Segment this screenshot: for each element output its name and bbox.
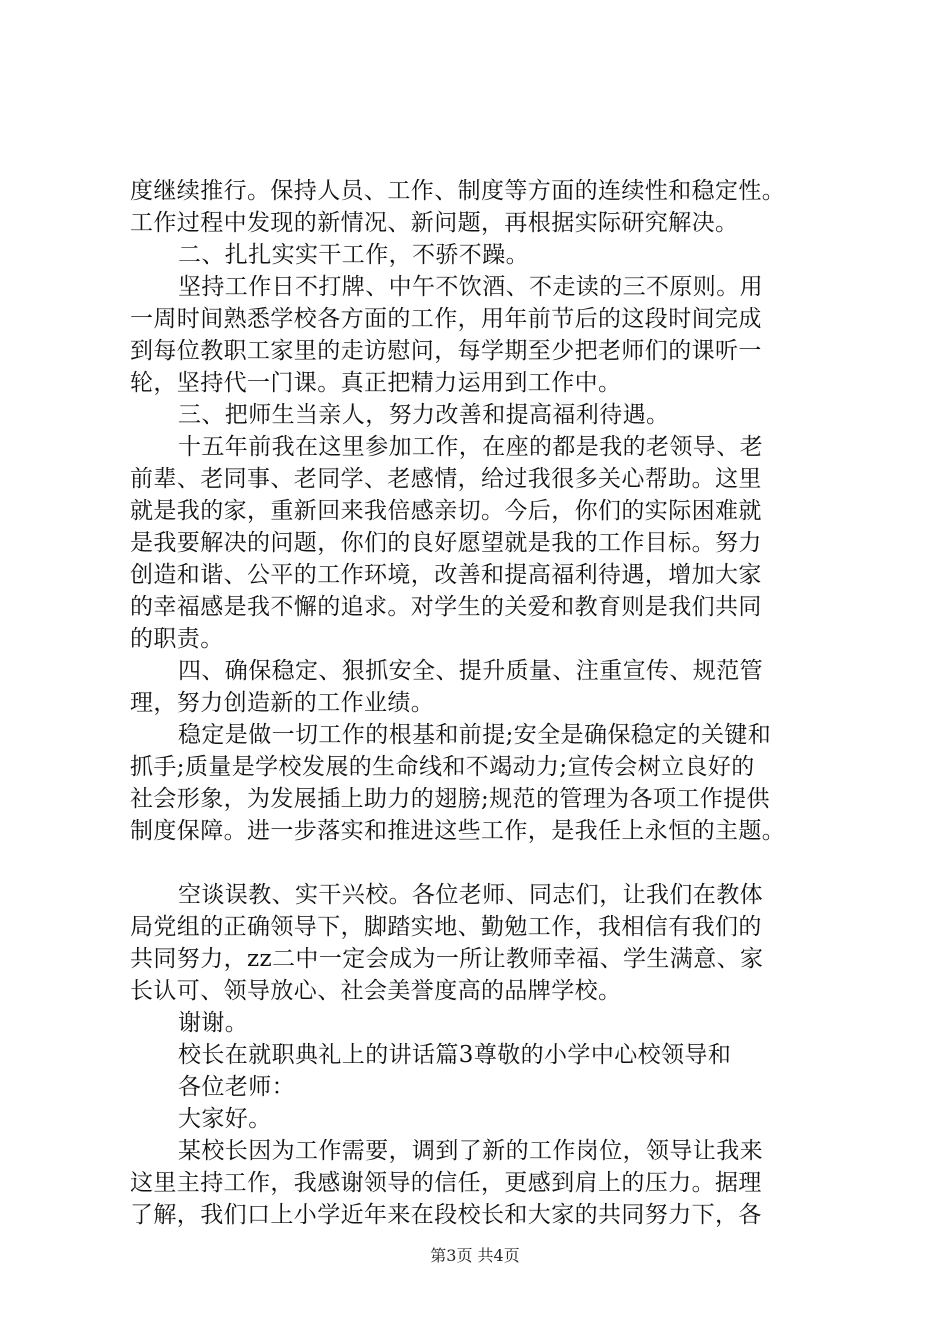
text-line: 坚持工作日不打牌、中午不饮酒、不走读的三不原则。用 (178, 274, 763, 300)
text-line: 工作过程中发现的新情况、新问题，再根据实际研究解决。 (130, 210, 739, 236)
text-line: 前辈、老同事、老同学、老感情，给过我很多关心帮助。这里 (130, 466, 762, 492)
paragraph-gap (130, 847, 840, 879)
text-line: 的幸福感是我不懈的追求。对学生的关爱和教育则是我们共同 (130, 594, 762, 620)
text-line: 各位老师： (178, 1074, 295, 1100)
section-heading-4: 四、确保稳定、狠抓安全、提升质量、注重宣传、规范管 (178, 658, 763, 684)
text-line: 某校长因为工作需要，调到了新的工作岗位，领导让我来 (178, 1138, 763, 1164)
text-line: 空谈误教、实干兴校。各位老师、同志们，让我们在教体 (178, 882, 763, 908)
text-line: 大家好。 (178, 1106, 272, 1132)
text-line: 谢谢。 (178, 1010, 249, 1036)
text-line: 就是我的家，重新回来我倍感亲切。今后，你们的实际困难就 (130, 498, 762, 524)
text-line: 这里主持工作，我感谢领导的信任，更感到肩上的压力。据理 (130, 1170, 762, 1196)
section-heading-3: 三、把师生当亲人，努力改善和提高福利待遇。 (178, 402, 670, 428)
section-title: 校长在就职典礼上的讲话篇3尊敬的小学中心校领导和 (178, 1042, 732, 1068)
text-line: 十五年前我在这里参加工作，在座的都是我的老领导、老 (178, 434, 763, 460)
text-line: 一周时间熟悉学校各方面的工作，用年前节后的这段时间完成 (130, 306, 762, 332)
text-line: 制度保障。进一步落实和推进这些工作，是我任上永恒的主题。 (130, 818, 786, 844)
text-line: 共同努力，zz二中一定会成为一所让教师幸福、学生满意、家 (130, 946, 764, 972)
text-line: 了解，我们口上小学近年来在段校长和大家的共同努力下，各 (130, 1202, 762, 1228)
document-body (130, 175, 840, 1231)
text-line: 是我要解决的问题，你们的良好愿望就是我的工作目标。努力 (130, 530, 762, 556)
text-line: 理，努力创造新的工作业绩。 (130, 690, 435, 716)
text-line: 的职责。 (130, 626, 224, 652)
text-line: 社会形象，为发展插上助力的翅膀;规范的管理为各项工作提供 (130, 786, 770, 812)
page-footer: 第3页 共4页 (430, 1246, 520, 1265)
text-line: 局党组的正确领导下，脚踏实地、勤勉工作，我相信有我们的 (130, 914, 762, 940)
text-line: 长认可、领导放心、社会美誉度高的品牌学校。 (130, 978, 622, 1004)
text-line: 稳定是做一切工作的根基和前提;安全是确保稳定的关键和 (178, 722, 772, 748)
text-line: 创造和谐、公平的工作环境，改善和提高福利待遇，增加大家 (130, 562, 762, 588)
text-line: 度继续推行。保持人员、工作、制度等方面的连续性和稳定性。 (130, 178, 786, 204)
section-heading-2: 二、扎扎实实干工作，不骄不躁。 (178, 242, 529, 268)
text-line: 抓手;质量是学校发展的生命线和不竭动力;宣传会树立良好的 (130, 754, 755, 780)
text-line: 轮，坚持代一门课。真正把精力运用到工作中。 (130, 370, 622, 396)
text-line: 到每位教职工家里的走访慰问，每学期至少把老师们的课听一 (130, 338, 762, 364)
